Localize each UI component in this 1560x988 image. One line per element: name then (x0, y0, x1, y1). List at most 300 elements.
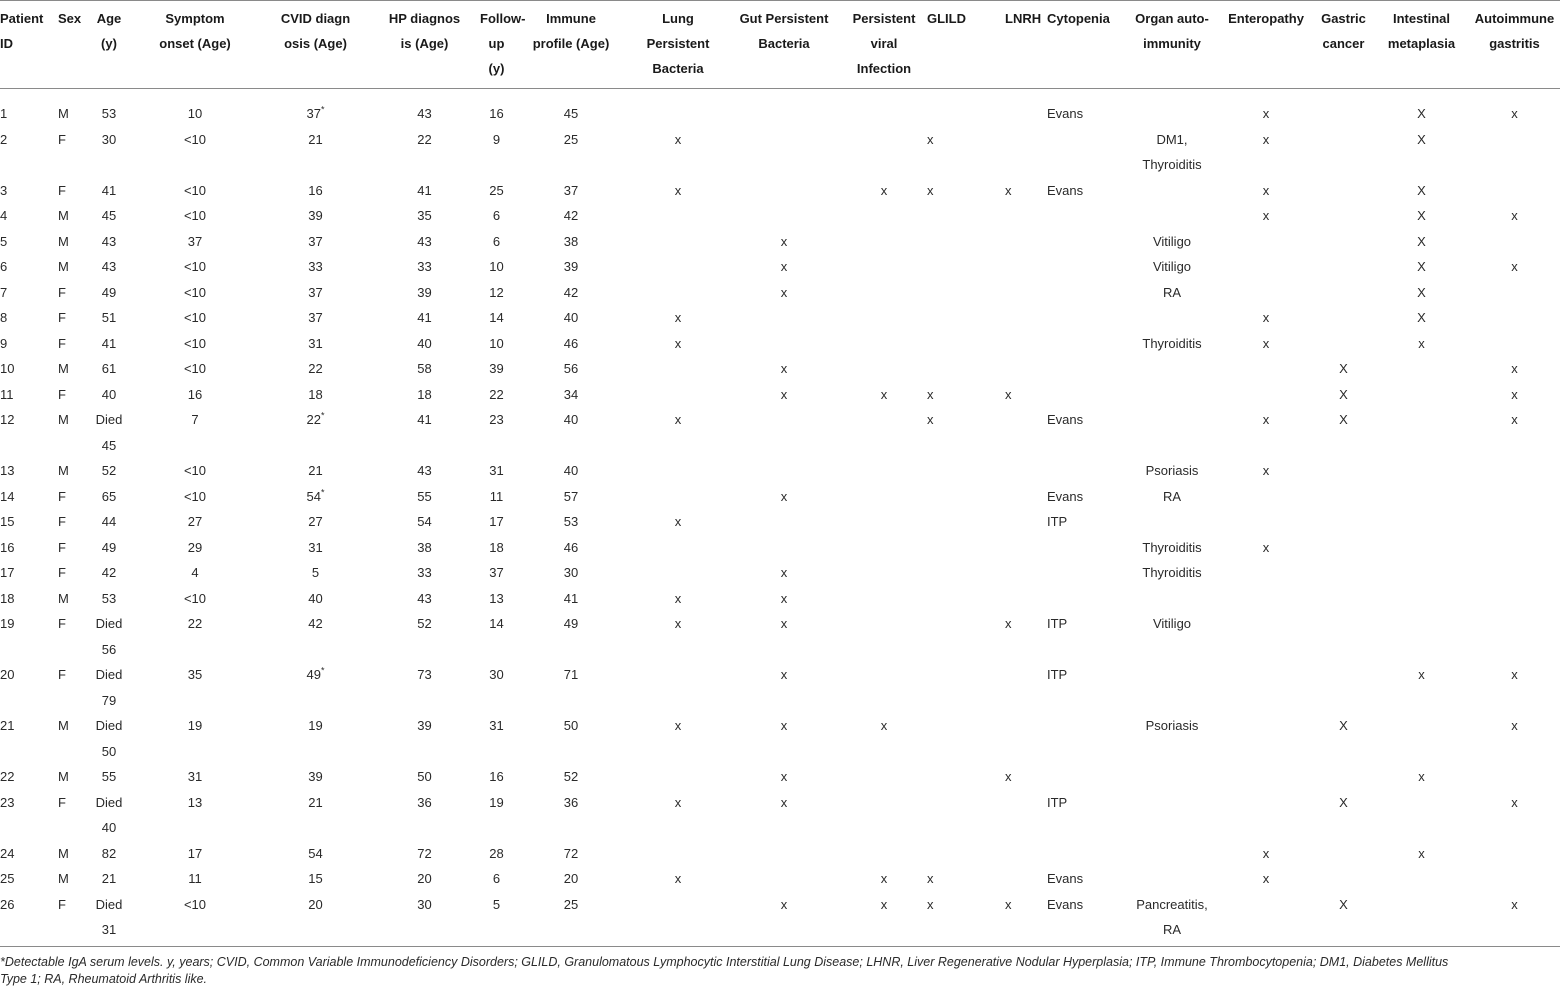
cell-age (90, 203, 128, 229)
cell-text: 11 (0, 386, 14, 402)
cell-text: 36 (417, 794, 432, 810)
cell-text: 10 (489, 335, 504, 351)
col-header-glild: GLILD (927, 11, 966, 26)
cell-age (90, 280, 128, 306)
cell-ag (1469, 484, 1560, 510)
cell-text: Evans (1047, 182, 1084, 198)
cell-gc (1313, 229, 1374, 255)
cell-text: x (927, 896, 934, 912)
cell-text: 41 (101, 182, 117, 198)
cell-lung (629, 178, 727, 204)
cell-text: ITP (1047, 667, 1068, 682)
cell-glild (927, 560, 1005, 586)
cell-cvid (262, 892, 369, 947)
cell-glild (927, 280, 1005, 306)
cell-cyto (1047, 509, 1125, 535)
cell-text: 9 (0, 335, 8, 351)
cell-ent (1219, 866, 1313, 892)
cell-text: x (780, 259, 788, 274)
cell-ag (1469, 458, 1560, 484)
cell-lnrh (1005, 407, 1047, 458)
cell-ent (1219, 407, 1313, 458)
cell-text: x (1418, 769, 1425, 784)
cell-id (0, 484, 58, 510)
igA-detectable-mark: * (320, 487, 325, 498)
cell-text: 41 (101, 335, 117, 351)
cell-lnrh (1005, 331, 1047, 357)
cell-id (0, 509, 58, 535)
cell-organ (1125, 509, 1219, 535)
cell-text: 35 (187, 667, 203, 682)
cell-ag (1469, 892, 1560, 947)
cell-text: 54 (308, 845, 323, 861)
cell-onset (128, 866, 262, 892)
cell-im (1374, 229, 1469, 255)
cell-gc (1313, 713, 1374, 764)
cell-text: x (674, 590, 682, 606)
cell-sex (58, 89, 90, 127)
cell-glild (927, 662, 1005, 713)
cell-text: 29 (187, 539, 203, 555)
cell-lnrh (1005, 280, 1047, 306)
cell-text: <10 (183, 208, 207, 223)
cell-text: x (1005, 616, 1012, 631)
cell-text: x (1262, 463, 1270, 478)
cell-text: M (58, 259, 69, 274)
cell-age (90, 866, 128, 892)
cell-gc (1313, 509, 1374, 535)
cell-text: <10 (183, 590, 207, 606)
cell-text: 49 (563, 616, 579, 631)
cell-cvid (262, 254, 369, 280)
cell-imm (513, 382, 629, 408)
cell-text: M (58, 871, 69, 886)
cell-text: 22 (306, 412, 321, 427)
cell-onset (128, 484, 262, 510)
cell-imm (513, 841, 629, 867)
cell-ag (1469, 229, 1560, 255)
cell-viral (841, 331, 927, 357)
cell-gut (727, 127, 841, 178)
col-header-hp-diagnosis: HP diagnos is (Age) (388, 11, 461, 51)
cell-cyto (1047, 662, 1125, 713)
cell-hp (369, 790, 480, 841)
cell-im (1374, 611, 1469, 662)
cell-cvid (262, 764, 369, 790)
cell-text: RA (1162, 922, 1182, 937)
cell-text: 45 (563, 106, 579, 121)
cell-text: RA (1162, 488, 1182, 504)
cell-hp (369, 203, 480, 229)
cell-glild (927, 356, 1005, 382)
cell-text: 79 (101, 692, 117, 708)
cell-gut (727, 713, 841, 764)
cell-text: 18 (489, 539, 504, 555)
cell-text: 37 (489, 565, 504, 580)
cell-text: F (58, 539, 66, 555)
cell-text: 31 (101, 922, 117, 937)
cell-id (0, 203, 58, 229)
cell-gut (727, 484, 841, 510)
cell-lnrh (1005, 127, 1047, 178)
cell-viral (841, 407, 927, 458)
cell-text: F (58, 335, 66, 351)
cell-hp (369, 611, 480, 662)
cell-text: 37 (563, 182, 579, 198)
cell-cyto (1047, 305, 1125, 331)
cell-text: 14 (489, 310, 504, 325)
cell-sex (58, 229, 90, 255)
cell-onset (128, 458, 262, 484)
cell-text: x (780, 361, 788, 376)
cell-im (1374, 764, 1469, 790)
cell-organ (1125, 356, 1219, 382)
cell-gut (727, 841, 841, 867)
cell-text: <10 (183, 259, 207, 274)
cell-text: M (58, 412, 69, 427)
cell-organ (1125, 382, 1219, 408)
cell-onset (128, 560, 262, 586)
cell-sex (58, 178, 90, 204)
cell-sex (58, 305, 90, 331)
col-header-enteropathy: Enteropathy (1228, 11, 1304, 26)
cell-gc (1313, 407, 1374, 458)
cell-text: Died (95, 616, 123, 631)
cell-onset (128, 229, 262, 255)
cell-cvid (262, 662, 369, 713)
cell-text: 37 (308, 310, 323, 325)
cell-gc (1313, 866, 1374, 892)
cell-fu (480, 662, 513, 713)
cell-age (90, 509, 128, 535)
cell-cvid (262, 382, 369, 408)
cell-organ (1125, 203, 1219, 229)
cell-ag (1469, 382, 1560, 408)
cell-text: x (1511, 106, 1518, 121)
cell-text: x (1262, 131, 1270, 147)
cell-text: 1 (0, 106, 8, 121)
cell-im (1374, 382, 1469, 408)
cell-text: M (58, 769, 69, 784)
cell-text: 21 (308, 131, 323, 147)
cell-age (90, 535, 128, 561)
cell-sex (58, 356, 90, 382)
cell-text: x (1262, 335, 1270, 351)
cell-gut (727, 407, 841, 458)
cell-text: F (58, 794, 66, 810)
cell-text: x (1262, 845, 1270, 861)
cell-text: Evans (1047, 412, 1084, 427)
cell-cyto (1047, 535, 1125, 561)
cell-gc (1313, 331, 1374, 357)
cell-viral (841, 764, 927, 790)
cell-cvid (262, 866, 369, 892)
cell-id (0, 280, 58, 306)
cell-text: 18 (0, 590, 15, 606)
cell-cvid (262, 203, 369, 229)
cell-text: 58 (417, 361, 432, 376)
table-row (0, 892, 1560, 947)
cell-lung (629, 382, 727, 408)
cell-cvid (262, 305, 369, 331)
cell-gut (727, 892, 841, 947)
cell-viral (841, 178, 927, 204)
cell-id (0, 790, 58, 841)
col-header-organ-autoimmunity: Organ auto- immunity (1135, 11, 1209, 51)
cell-text: 11 (188, 871, 202, 886)
cell-text: 49 (101, 539, 117, 555)
cell-text: F (58, 896, 66, 912)
cell-ent (1219, 841, 1313, 867)
cell-ent (1219, 509, 1313, 535)
cell-fu (480, 280, 513, 306)
table-row (0, 382, 1560, 408)
cell-text: x (880, 718, 888, 733)
cell-imm (513, 229, 629, 255)
cell-fu (480, 458, 513, 484)
cell-text: 43 (101, 233, 117, 249)
cell-sex (58, 254, 90, 280)
cell-cyto (1047, 484, 1125, 510)
header-row (0, 1, 1560, 89)
cell-hp (369, 127, 480, 178)
cell-cyto (1047, 764, 1125, 790)
cell-fu (480, 509, 513, 535)
col-header-patient-id: Patient ID (0, 11, 44, 51)
cell-onset (128, 127, 262, 178)
cell-text: X (1339, 412, 1348, 427)
cell-lnrh (1005, 560, 1047, 586)
cell-onset (128, 841, 262, 867)
cell-text: x (927, 412, 934, 427)
cell-im (1374, 458, 1469, 484)
cell-gc (1313, 89, 1374, 127)
cell-ag (1469, 407, 1560, 458)
cell-id (0, 254, 58, 280)
cell-onset (128, 611, 262, 662)
cell-text: 39 (489, 361, 504, 376)
cell-text: x (1511, 386, 1518, 402)
cell-imm (513, 892, 629, 947)
cell-gut (727, 203, 841, 229)
cell-text: 39 (563, 259, 579, 274)
cell-fu (480, 611, 513, 662)
cell-cyto (1047, 127, 1125, 178)
cell-organ (1125, 127, 1219, 178)
cell-text: 55 (417, 488, 432, 504)
cell-sex (58, 280, 90, 306)
cell-text: x (1511, 667, 1518, 682)
cell-age (90, 662, 128, 713)
cell-ent (1219, 535, 1313, 561)
cell-imm (513, 560, 629, 586)
cell-fu (480, 356, 513, 382)
cell-text: 51 (101, 310, 117, 325)
table-row (0, 560, 1560, 586)
cell-id (0, 331, 58, 357)
cell-imm (513, 509, 629, 535)
cell-fu (480, 254, 513, 280)
cell-text: 21 (0, 718, 15, 733)
cell-text: 6 (492, 871, 501, 886)
cell-fu (480, 305, 513, 331)
cell-imm (513, 611, 629, 662)
table-row (0, 280, 1560, 306)
cell-text: X (1417, 284, 1426, 300)
cell-sex (58, 764, 90, 790)
cell-gut (727, 458, 841, 484)
cell-text: 19 (489, 794, 504, 810)
cell-text: X (1417, 131, 1426, 147)
cell-gc (1313, 764, 1374, 790)
cell-text: 5 (0, 233, 8, 249)
cell-ent (1219, 229, 1313, 255)
cell-text: 14 (0, 488, 15, 504)
cell-text: 20 (417, 871, 432, 886)
cell-text: x (880, 386, 888, 402)
cell-cvid (262, 484, 369, 510)
table-row (0, 484, 1560, 510)
cell-organ (1125, 89, 1219, 127)
col-header-follow-up: Follow- up (y) (480, 11, 526, 76)
cell-text: 43 (417, 463, 432, 478)
cell-lnrh (1005, 305, 1047, 331)
table-body (0, 89, 1560, 947)
cell-text: F (58, 616, 66, 631)
cell-sex (58, 560, 90, 586)
table-row (0, 229, 1560, 255)
cell-text: 43 (417, 590, 432, 606)
table-row (0, 790, 1560, 841)
cell-text: 31 (187, 769, 203, 784)
cell-text: 12 (489, 284, 504, 300)
cell-gut (727, 535, 841, 561)
cell-text: 33 (417, 259, 432, 274)
cell-text: x (927, 386, 934, 402)
cell-sex (58, 866, 90, 892)
cell-text: x (1005, 896, 1012, 912)
cell-text: 34 (563, 386, 579, 402)
cell-lnrh (1005, 790, 1047, 841)
cell-sex (58, 790, 90, 841)
cell-organ (1125, 305, 1219, 331)
cell-imm (513, 407, 629, 458)
col-header-immune-profile: Immune profile (Age) (532, 11, 610, 51)
cell-im (1374, 713, 1469, 764)
cell-gc (1313, 560, 1374, 586)
cell-gut (727, 178, 841, 204)
cell-lnrh (1005, 535, 1047, 561)
cell-text: Died (95, 412, 123, 427)
cell-id (0, 89, 58, 127)
cell-ag (1469, 662, 1560, 713)
cell-text: x (1511, 412, 1518, 427)
cell-text: 42 (563, 208, 579, 223)
igA-detectable-mark: * (320, 104, 325, 115)
cell-text: x (674, 310, 682, 325)
cell-imm (513, 764, 629, 790)
cell-cyto (1047, 866, 1125, 892)
cell-viral (841, 611, 927, 662)
cell-text: 56 (101, 641, 117, 657)
cell-gc (1313, 127, 1374, 178)
cell-id (0, 127, 58, 178)
cell-lnrh (1005, 713, 1047, 764)
cell-gut (727, 229, 841, 255)
cell-text: x (1262, 539, 1270, 555)
cell-id (0, 458, 58, 484)
cell-text: 38 (417, 539, 432, 555)
cell-imm (513, 127, 629, 178)
cell-text: 40 (417, 335, 432, 351)
cell-text: x (1005, 182, 1012, 198)
cell-hp (369, 178, 480, 204)
cell-id (0, 178, 58, 204)
cell-glild (927, 254, 1005, 280)
cell-text: Psoriasis (1145, 718, 1199, 733)
cell-text: 40 (308, 590, 323, 606)
cell-lnrh (1005, 229, 1047, 255)
cell-cvid (262, 713, 369, 764)
cell-text: x (674, 412, 682, 427)
cell-lung (629, 713, 727, 764)
cell-hp (369, 254, 480, 280)
cell-text: 23 (0, 794, 15, 810)
cell-text: 27 (187, 514, 203, 529)
cell-text: 12 (0, 412, 15, 427)
cell-im (1374, 866, 1469, 892)
cell-hp (369, 841, 480, 867)
cell-cyto (1047, 382, 1125, 408)
cell-glild (927, 305, 1005, 331)
cell-text: 49 (306, 667, 321, 682)
cell-cvid (262, 89, 369, 127)
cell-text: <10 (183, 361, 207, 376)
cell-text: Vitiligo (1152, 616, 1192, 631)
cell-text: 65 (101, 488, 117, 504)
cell-id (0, 892, 58, 947)
cell-text: 54 (306, 488, 321, 504)
cell-ag (1469, 203, 1560, 229)
cell-text: Thyroiditis (1142, 335, 1202, 351)
cell-im (1374, 356, 1469, 382)
cell-lung (629, 509, 727, 535)
cell-gut (727, 866, 841, 892)
cell-viral (841, 841, 927, 867)
cell-text: 22 (308, 361, 323, 376)
cell-sex (58, 331, 90, 357)
cell-organ (1125, 331, 1219, 357)
table-row (0, 866, 1560, 892)
cell-lnrh (1005, 203, 1047, 229)
cell-lung (629, 229, 727, 255)
cell-text: 40 (101, 386, 117, 402)
table-row (0, 841, 1560, 867)
cell-lung (629, 331, 727, 357)
cell-text: x (780, 769, 788, 784)
cell-id (0, 535, 58, 561)
cell-text: F (58, 386, 66, 402)
cell-text: 43 (417, 106, 432, 121)
cell-organ (1125, 458, 1219, 484)
cell-text: 20 (0, 667, 15, 682)
cell-text: F (58, 514, 66, 529)
cell-sex (58, 841, 90, 867)
cell-text: 25 (489, 182, 504, 198)
cell-ag (1469, 764, 1560, 790)
cell-ag (1469, 127, 1560, 178)
cell-lnrh (1005, 254, 1047, 280)
